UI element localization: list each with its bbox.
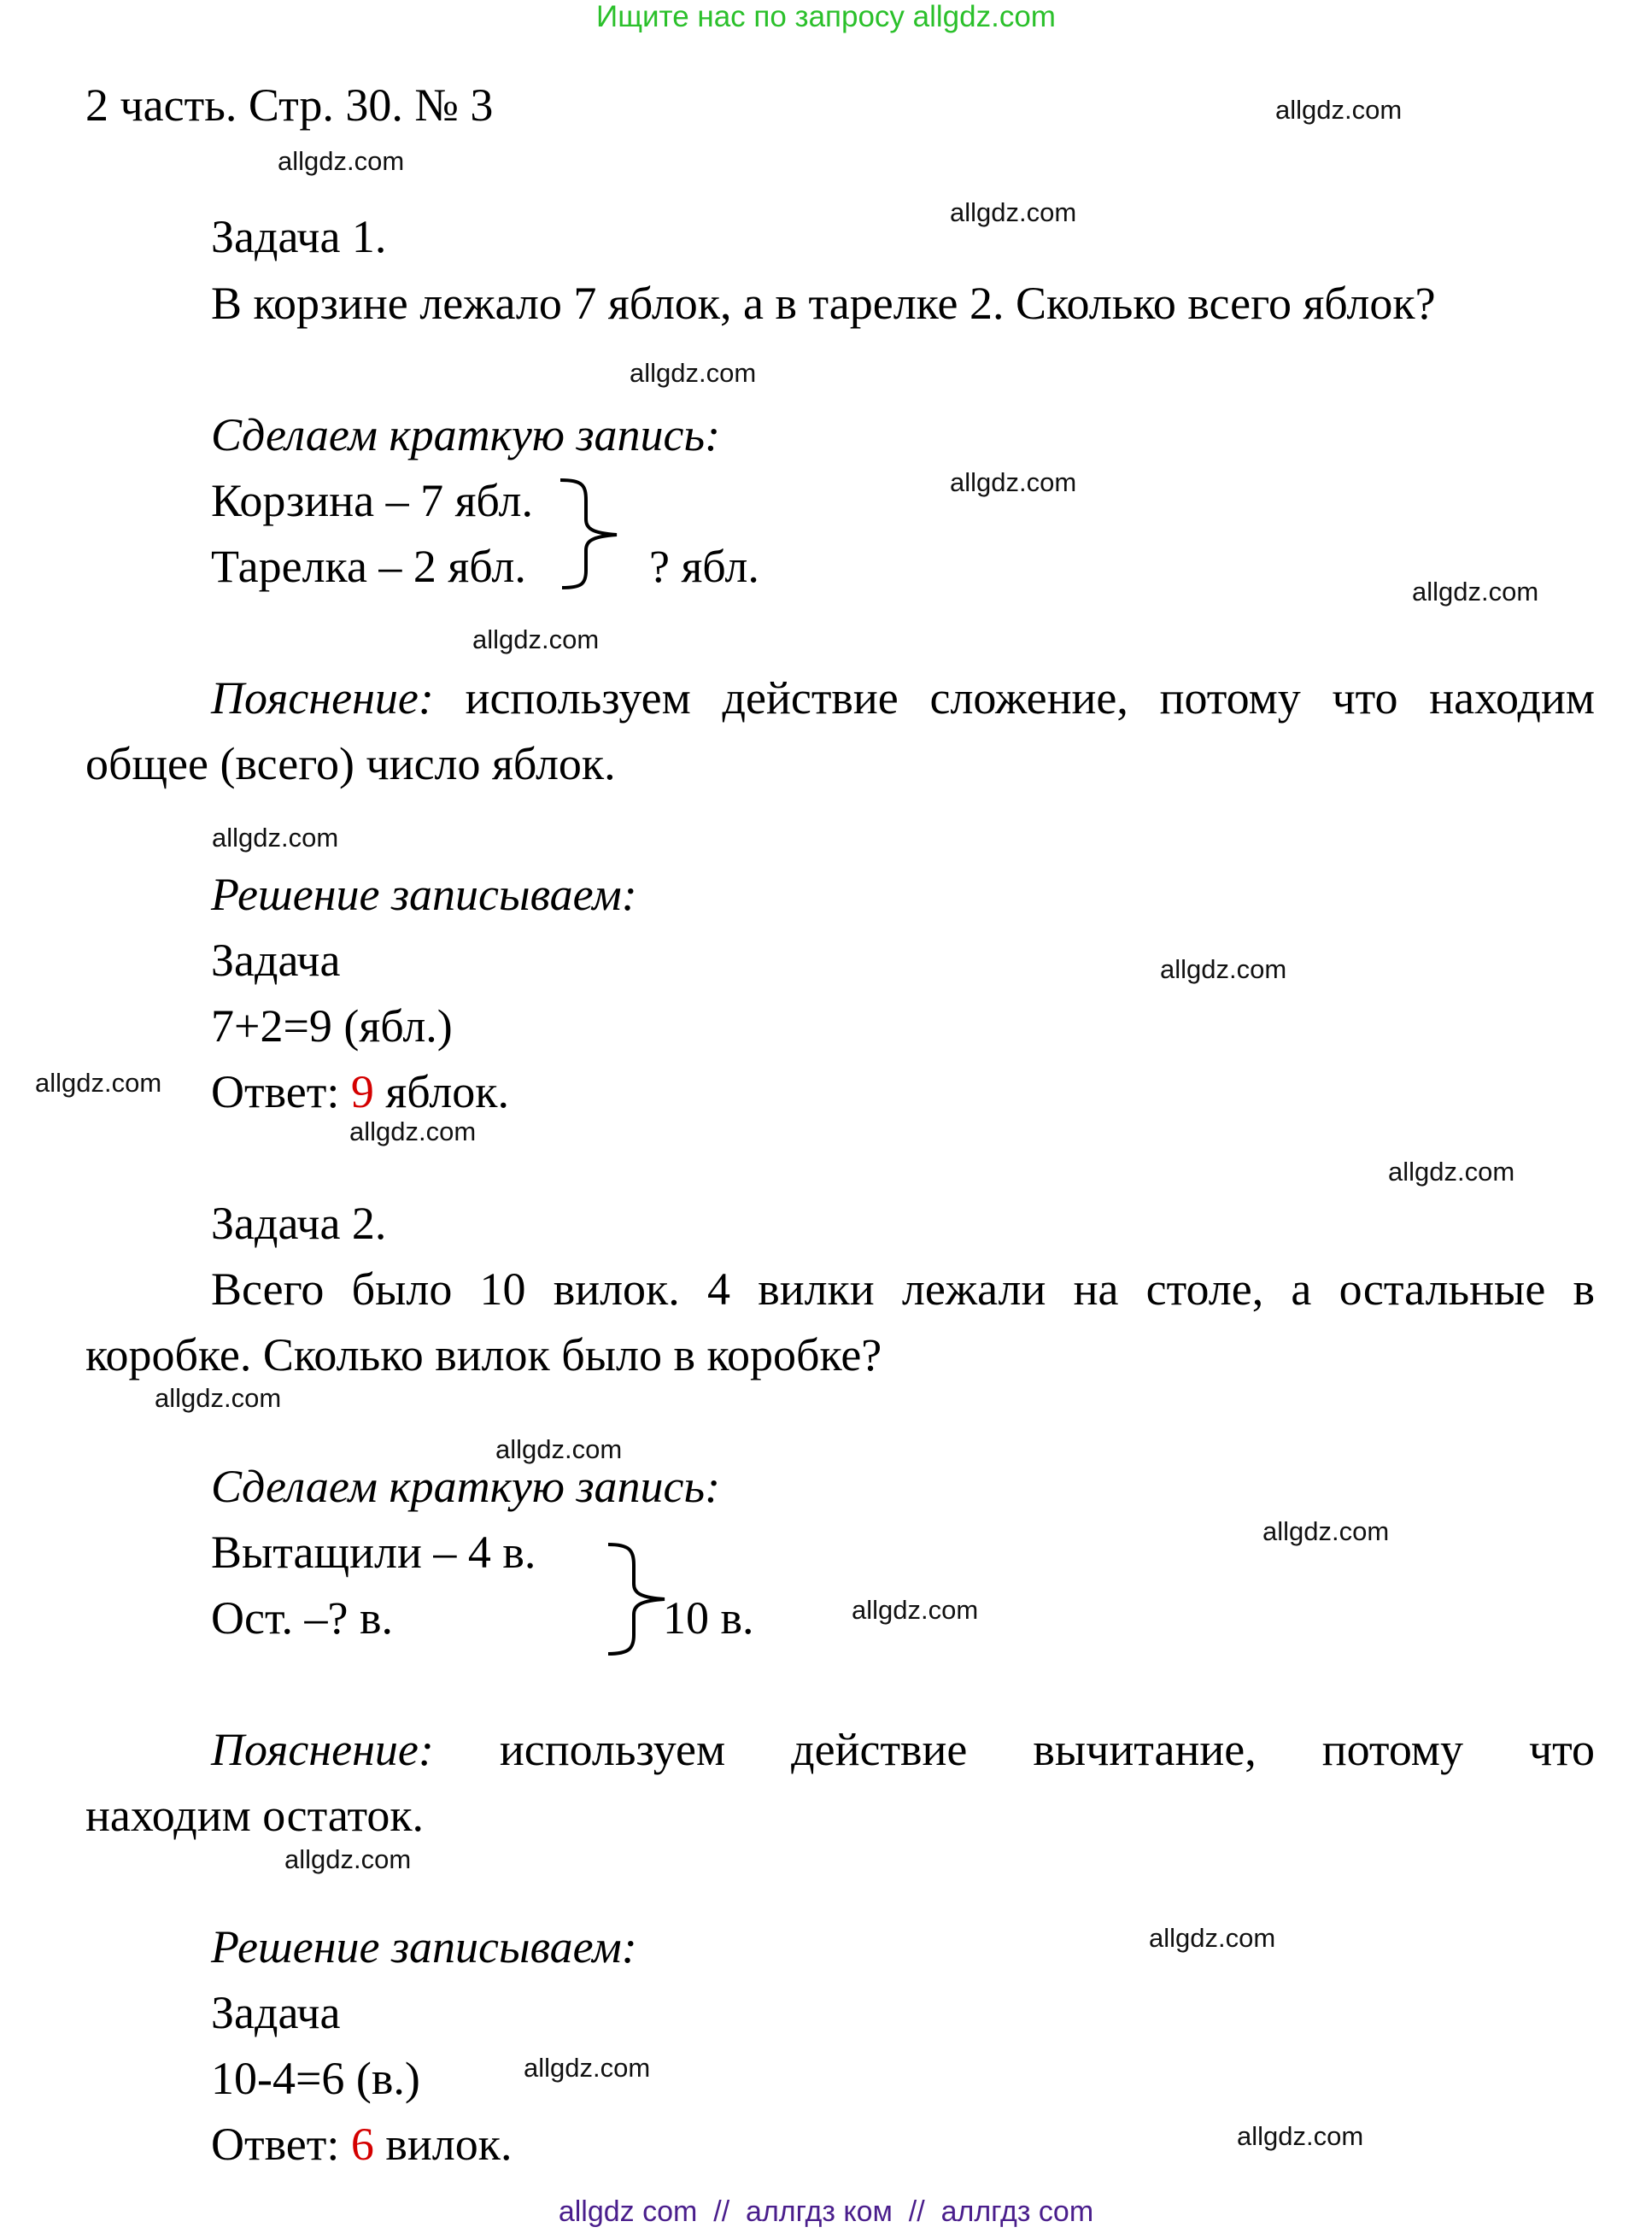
watermark: allgdz.com — [1275, 95, 1403, 125]
watermark: allgdz.com — [1160, 954, 1287, 984]
task1-title: Задача 1. — [211, 211, 387, 262]
watermark: allgdz.com — [284, 1844, 412, 1874]
watermark: allgdz.com — [472, 624, 600, 654]
task2-record-line1: Вытащили – 4 в. — [211, 1527, 536, 1578]
task1-record-line2: Тарелка – 2 ябл. — [211, 541, 526, 592]
watermark: allgdz.com — [950, 197, 1077, 227]
watermark: allgdz.com — [495, 1434, 623, 1464]
header-banner[interactable]: Ищите нас по запросу allgdz.com — [596, 0, 1056, 33]
task1-short-record-label: Сделаем краткую запись: — [211, 409, 721, 460]
task1-explanation-line1 — [211, 672, 1596, 724]
task2-title: Задача 2. — [211, 1198, 387, 1249]
task2-solution-label: Решение записываем: — [211, 1921, 637, 1972]
watermark: allgdz.com — [1237, 2121, 1364, 2151]
task2-explanation-text: используем действие вычитание, потому что — [499, 1724, 1596, 1775]
watermark: allgdz.com — [278, 146, 405, 176]
task1-answer-prefix: Ответ: — [211, 1066, 351, 1117]
task2-short-record-label: Сделаем краткую запись: — [211, 1461, 721, 1512]
task2-text-line1: Всего было 10 вилок. 4 вилки лежали на столе, а остальные в — [211, 1263, 1595, 1315]
watermark: allgdz.com — [524, 2053, 651, 2083]
watermark: allgdz.com — [212, 823, 339, 853]
watermark: allgdz.com — [1388, 1157, 1515, 1187]
task1-answer-value: 9 — [350, 1066, 374, 1117]
task2-explanation-line2: находим остаток. — [85, 1790, 425, 1841]
task1-text: В корзине лежало 7 яблок, а в тарелке 2. Сколько всего яблок? — [211, 278, 1436, 329]
watermark: allgdz.com — [35, 1068, 162, 1098]
page-heading: 2 часть. Стр. 30. № 3 — [85, 79, 494, 131]
task1-answer-suffix: яблок. — [373, 1066, 510, 1117]
footer-links[interactable]: allgdz com // аллгдз ком // аллгдз com — [558, 2195, 1094, 2228]
watermark: allgdz.com — [950, 467, 1077, 497]
task2-solution-word: Задача — [211, 1987, 341, 2038]
watermark: allgdz.com — [630, 358, 757, 388]
watermark: allgdz.com — [1262, 1516, 1390, 1546]
watermark: allgdz.com — [852, 1595, 979, 1625]
task1-explanation-text: используем действие сложение, потому что находим — [465, 672, 1596, 724]
task1-record-brace — [557, 475, 622, 593]
task1-answer — [211, 1066, 510, 1117]
task2-explanation-line1 — [211, 1726, 1595, 1773]
task1-solution-word: Задача — [211, 935, 341, 986]
task1-record-total: ? ябл. — [649, 541, 759, 592]
task2-record-brace — [603, 1538, 668, 1659]
watermark: allgdz.com — [349, 1117, 477, 1146]
task2-answer — [211, 2119, 513, 2170]
task1-record-line1: Корзина – 7 ябл. — [211, 475, 533, 526]
watermark: allgdz.com — [1149, 1923, 1276, 1953]
watermark: allgdz.com — [1412, 577, 1539, 607]
task2-answer-value: 6 — [350, 2119, 374, 2170]
task2-answer-prefix: Ответ: — [211, 2119, 351, 2170]
task2-record-line2: Ост. –? в. — [211, 1592, 393, 1644]
task2-text-line2: коробке. Сколько вилок было в коробке? — [85, 1329, 882, 1380]
task2-explanation-label: Пояснение: — [211, 1724, 434, 1775]
task2-answer-suffix: вилок. — [373, 2119, 513, 2170]
task2-record-total: 10 в. — [663, 1592, 754, 1644]
task2-solution-expression: 10-4=6 (в.) — [211, 2053, 420, 2104]
task1-solution-label: Решение записываем: — [211, 869, 637, 920]
watermark: allgdz.com — [155, 1383, 282, 1413]
task1-solution-expression: 7+2=9 (ябл.) — [211, 1000, 453, 1052]
task1-explanation-label: Пояснение: — [211, 672, 434, 724]
task1-explanation-line2: общее (всего) число яблок. — [85, 738, 616, 789]
